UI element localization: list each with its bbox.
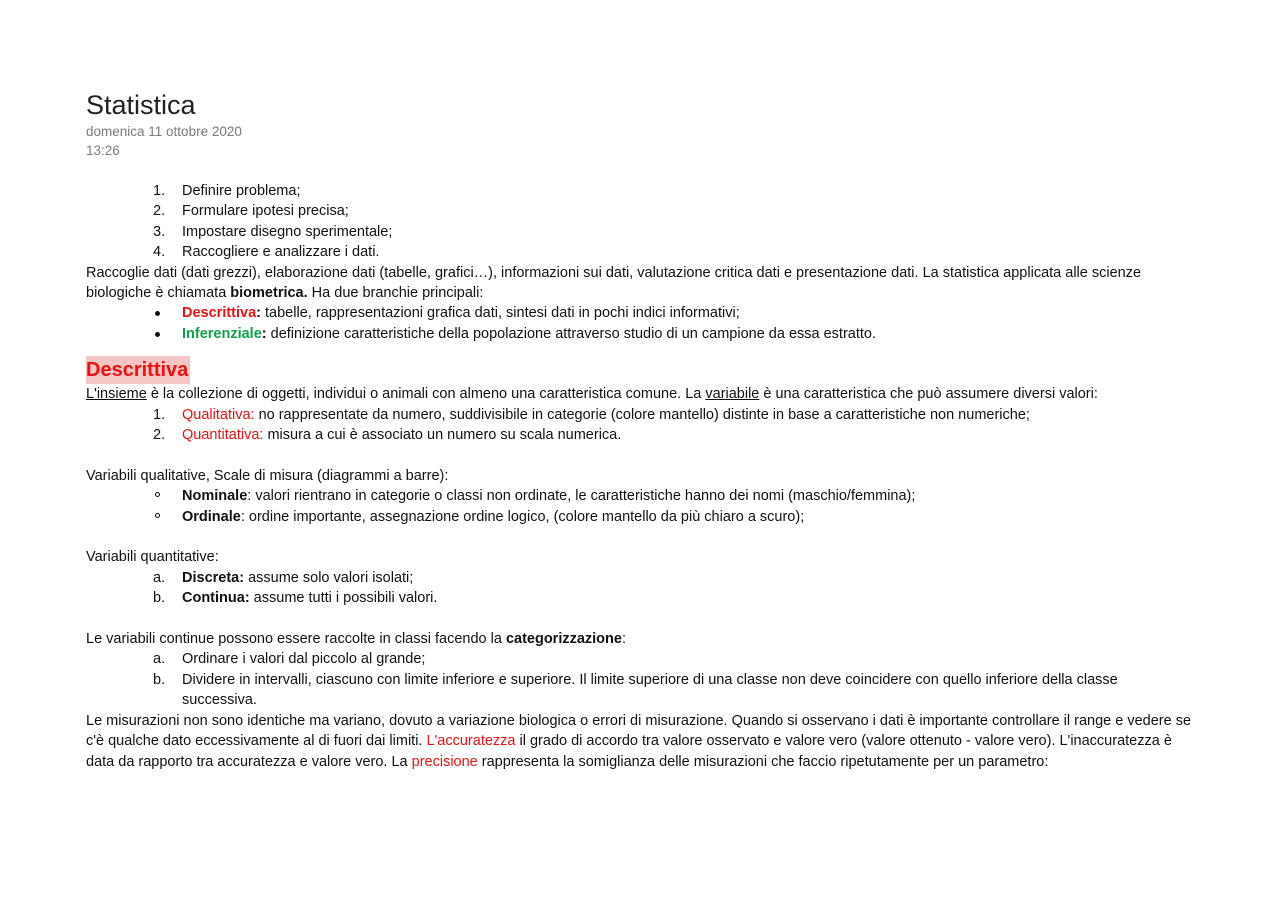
- list-item: 4. Raccogliere e analizzare i dati.: [153, 244, 380, 261]
- list-item: b. Continua: assume tutti i possibili valori.: [153, 590, 438, 607]
- section-heading: Descrittiva: [86, 356, 190, 384]
- circle-bullet-icon: [155, 492, 160, 497]
- page-title: Statistica: [86, 90, 196, 120]
- section-heading-wrap: [86, 347, 1196, 384]
- circle-bullet-icon: [155, 513, 160, 518]
- quantitative-list: [86, 568, 1196, 609]
- page-time: 13:26: [86, 143, 120, 158]
- list-item: a. Discreta: assume solo valori isolati;: [153, 569, 414, 586]
- list-item: Ordinale: ordine importante, assegnazione ordine logico, (colore mantello da più chiaro a scuro);: [86, 507, 1196, 527]
- categorization-paragraph: Le variabili continue possono essere raccolte in classi facendo la categorizzazione:: [86, 631, 626, 648]
- qualitative-heading: Variabili qualitative, Scale di misura (diagrammi a barre):: [86, 467, 449, 484]
- note-body: [86, 181, 1196, 772]
- list-item: Nominale: valori rientrano in categorie o classi non ordinate, le caratteristiche hanno dei nomi (maschio/femmina);: [86, 486, 1196, 506]
- list-item: Descrittiva: tabelle, rappresentazioni grafica dati, sintesi dati in pochi indici informativi;: [86, 303, 1196, 323]
- intro-paragraph: Raccoglie dati (dati grezzi), elaborazione dati (tabelle, grafici…), informazioni sui dati, valutazione critica dati e presentazione dati. La statistica applicata alle scienze biologiche è chiamata biometrica. Ha due branchie principali:: [86, 264, 1142, 302]
- bullet-icon: [155, 311, 160, 316]
- qualitative-list: [86, 486, 1196, 527]
- list-item: 1. Definire problema;: [153, 183, 301, 199]
- list-item: 2. Formulare ipotesi precisa;: [153, 203, 349, 220]
- list-item: 2. Quantitativa: misura a cui è associato un numero su scala numerica.: [153, 427, 622, 444]
- list-item: Inferenziale: definizione caratteristiche della popolazione attraverso studio di un campione da essa estratto.: [86, 324, 1196, 344]
- list-item: 3. Impostare disegno sperimentale;: [153, 223, 393, 240]
- bullet-icon: [155, 332, 160, 337]
- page-date: domenica 11 ottobre 2020: [86, 124, 242, 139]
- insieme-paragraph: L'insieme è la collezione di oggetti, individui o animali con almeno una caratteristica comune. La variabile è una caratteristica che può assumere diversi valori:: [86, 386, 1098, 403]
- note-page: [86, 88, 1196, 772]
- var-types-list: [86, 405, 1196, 446]
- measurement-paragraph: Le misurazioni non sono identiche ma variano, dovuto a variazione biologica o errori di misurazione. Quando si osservano i dati è importante controllare il range e vedere se c'è qualche dato eccessivamente al di fuori dai limiti. L'accuratezza il grado di accordo tra valore osservato e valore vero (valore ottenuto - valore vero). L'inaccuratezza è data da rapporto tra accuratezza e valore vero. La precisione rappresenta la somiglianza delle misurazioni che faccio ripetutamente per un parametro:: [86, 712, 1192, 770]
- branches-list: [86, 303, 1196, 344]
- categorization-list: [86, 649, 1196, 710]
- list-item: a. Ordinare i valori dal piccolo al grande;: [153, 651, 426, 668]
- list-item: 1. Qualitativa: no rappresentate da numero, suddivisibile in categorie (colore mantello) distinte in base a caratteristiche non numeriche;: [153, 406, 1030, 423]
- quantitative-heading: Variabili quantitative:: [86, 549, 219, 566]
- steps-list: [86, 181, 1196, 263]
- list-item: b. Dividere in intervalli, ciascuno con limite inferiore e superiore. Il limite superiore di una classe non deve coincidere con quello inferiore della classe successiva.: [153, 671, 1118, 709]
